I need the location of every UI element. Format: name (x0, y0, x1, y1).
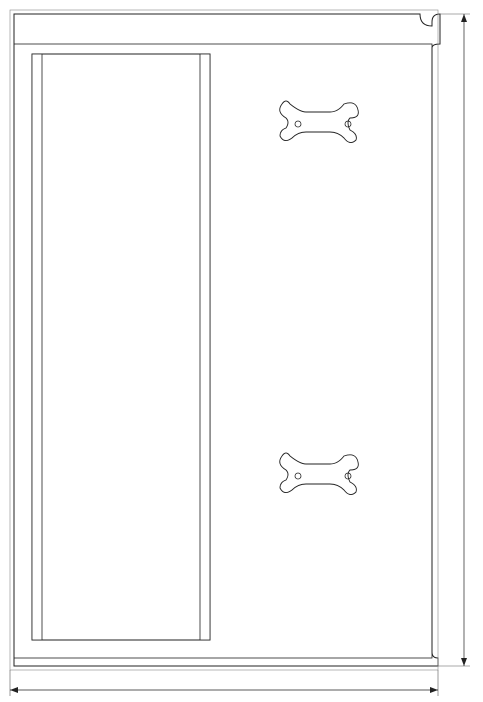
plate-border (10, 10, 438, 670)
dimension-width (10, 670, 438, 696)
terminal-rail-right (200, 54, 210, 640)
terminal-block (32, 54, 210, 640)
dimension-height (438, 14, 470, 666)
plate-inner (14, 44, 432, 658)
terminal-rail-left (32, 54, 42, 640)
bracket-bottom (280, 453, 359, 495)
plate-outline (14, 14, 440, 666)
bracket-top (280, 101, 359, 143)
terminal-rail-frame (32, 54, 210, 640)
